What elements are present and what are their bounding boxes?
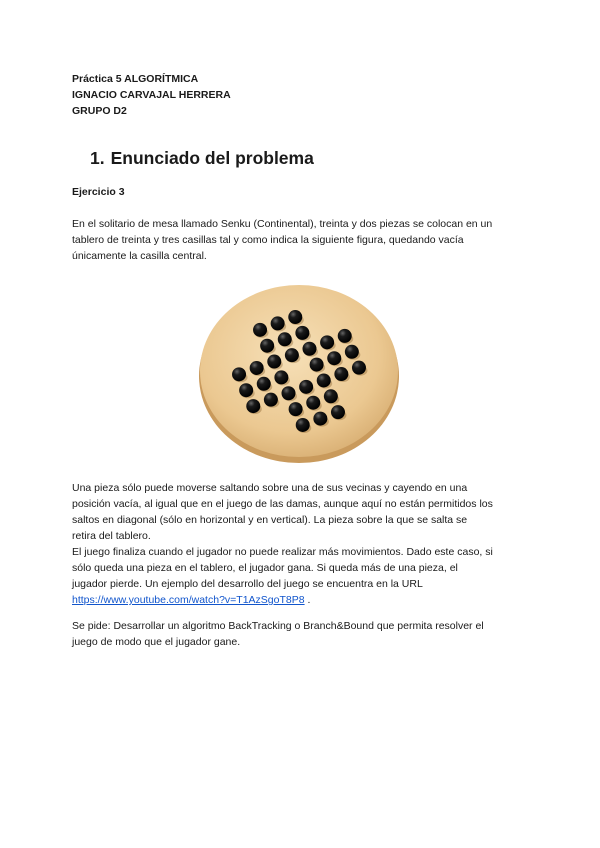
task-paragraph: [72, 618, 532, 650]
text-line: [72, 592, 532, 608]
text-line: sólo queda una pieza en el tablero, el jugador gana. Si queda más de una pieza, el: [72, 562, 458, 574]
intro-paragraph: [72, 216, 532, 264]
marble-piece: [320, 335, 334, 349]
marble-piece: [232, 367, 246, 381]
text-line: El juego finaliza cuando el jugador no puede realizar más movimientos. Dado este caso, si: [72, 546, 493, 558]
marble-piece: [260, 339, 274, 353]
text-line: Se pide: Desarrollar un algoritmo BackTracking o Branch&Bound que permita resolver el: [72, 620, 484, 632]
marble-piece: [264, 393, 278, 407]
marble-piece: [313, 412, 327, 426]
marble-piece: [327, 351, 341, 365]
marble-piece: [310, 358, 324, 372]
marble-piece: [288, 310, 302, 324]
senku-board-graphic: [198, 280, 402, 464]
marble-piece: [345, 345, 359, 359]
marble-piece: [239, 383, 253, 397]
text-line: jugador pierde. Un ejemplo del desarrollo del juego se encuentra en la URL: [72, 578, 423, 590]
marble-piece: [282, 386, 296, 400]
link-trailing: .: [304, 594, 311, 606]
marble-piece: [289, 402, 303, 416]
senku-board-image: [198, 280, 402, 464]
document-header: [72, 71, 231, 119]
section-heading: [90, 148, 314, 169]
marble-piece: [257, 377, 271, 391]
author-line: IGNACIO CARVAJAL HERRERA: [72, 89, 231, 101]
text-line: saltos en diagonal (sólo en horizontal y en vertical). La pieza sobre la que se salta se: [72, 514, 468, 526]
text-line: Una pieza sólo puede moverse saltando sobre una de sus vecinas y cayendo en una: [72, 482, 468, 494]
marble-piece: [324, 389, 338, 403]
text-line: tablero de treinta y tres casillas tal y como indica la siguiente figura, quedando vacía: [72, 234, 464, 246]
youtube-link[interactable]: https://www.youtube.com/watch?v=T1AzSgoT8P8: [72, 594, 305, 606]
marble-piece: [331, 405, 345, 419]
text-line: posición vacía, al igual que en el juego de las damas, aunque aquí no están permitidos los: [72, 498, 493, 510]
marble-piece: [271, 316, 285, 330]
text-line: retira del tablero.: [72, 530, 151, 542]
marble-piece: [296, 418, 310, 432]
marble-piece: [299, 380, 313, 394]
section-number: 1.: [90, 148, 105, 168]
marble-piece: [295, 326, 309, 340]
marble-piece: [302, 342, 316, 356]
rules-paragraph: [72, 480, 532, 608]
text-line: únicamente la casilla central.: [72, 250, 207, 262]
marble-piece: [306, 396, 320, 410]
marble-piece: [253, 323, 267, 337]
marble-piece: [250, 361, 264, 375]
exercise-label: Ejercicio 3: [72, 186, 125, 198]
marble-piece: [352, 361, 366, 375]
marble-piece: [317, 373, 331, 387]
text-line: juego de modo que el jugador gane.: [72, 636, 241, 648]
section-title: Enunciado del problema: [110, 148, 314, 168]
text-line: En el solitario de mesa llamado Senku (Continental), treinta y dos piezas se colocan en un: [72, 218, 493, 230]
marble-piece: [338, 329, 352, 343]
course-line: Práctica 5 ALGORÍTMICA: [72, 73, 199, 85]
marble-piece: [246, 399, 260, 413]
marble-piece: [267, 355, 281, 369]
marble-piece: [278, 332, 292, 346]
marble-piece: [285, 348, 299, 362]
group-line: GRUPO D2: [72, 105, 127, 117]
marble-piece: [274, 370, 288, 384]
marble-piece: [334, 367, 348, 381]
